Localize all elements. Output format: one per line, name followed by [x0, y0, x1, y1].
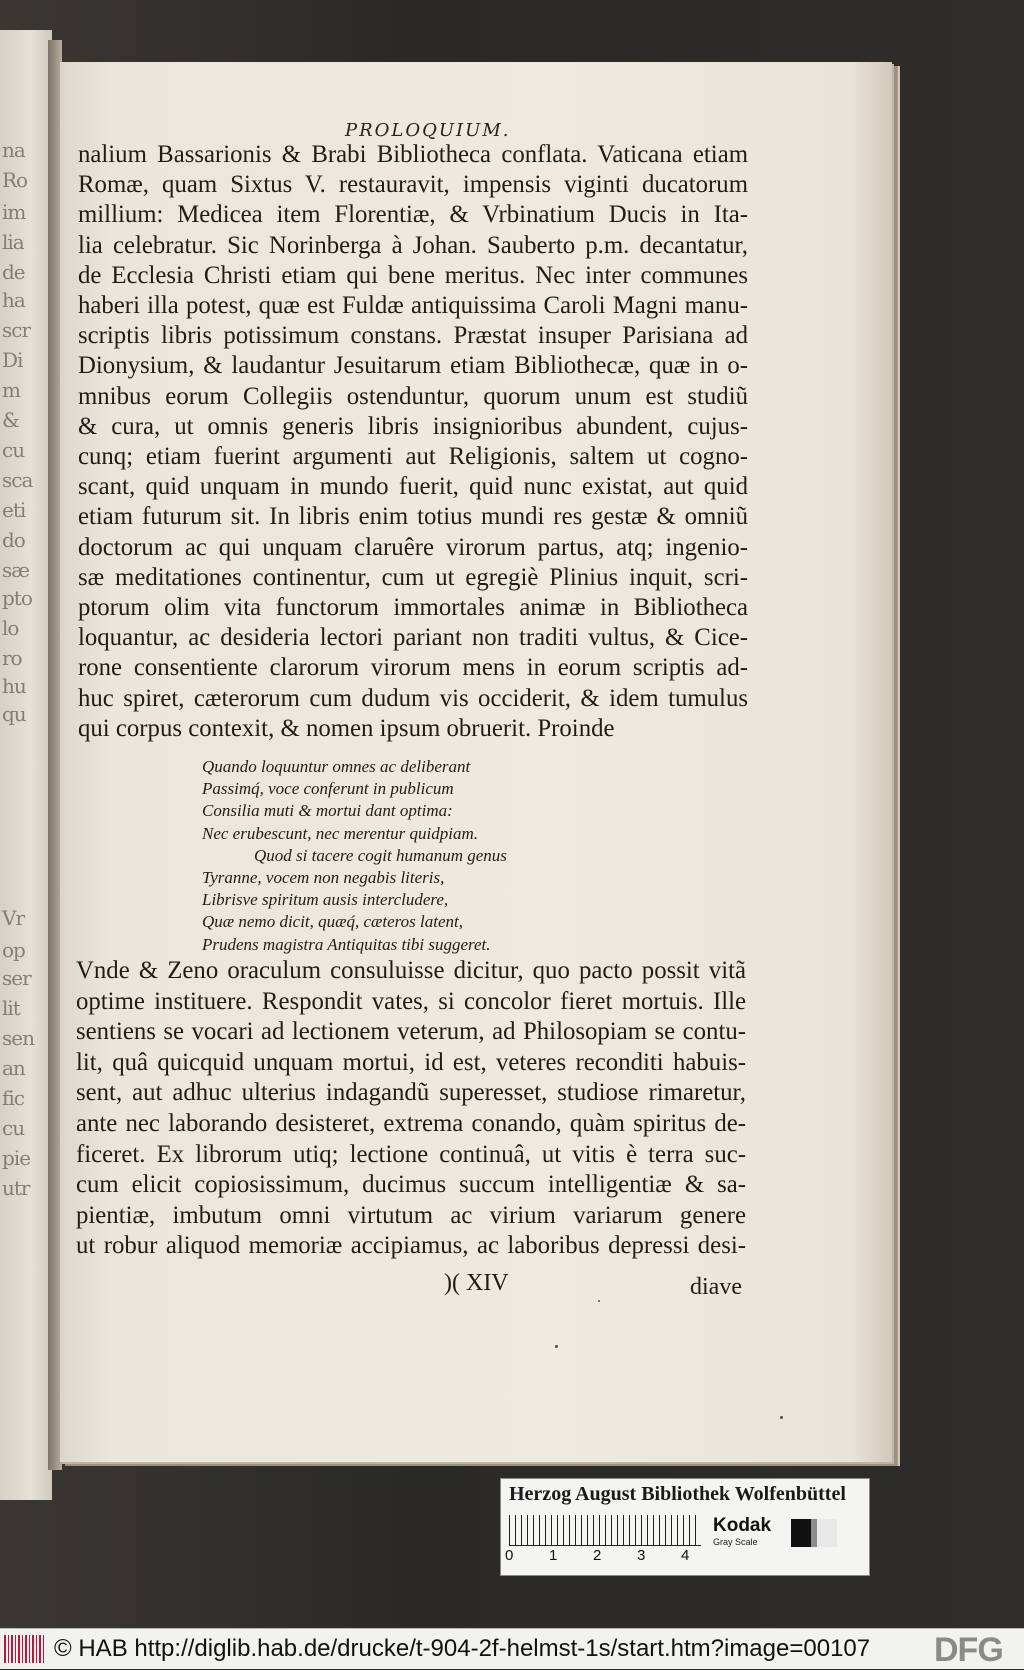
- ruler-number: 4: [681, 1547, 690, 1564]
- facing-page-text-fragment: hu: [2, 674, 26, 698]
- text-line: etiam futurum sit. In libris enim totius mundi res gestæ & omniũ: [78, 503, 748, 531]
- text-line: pientiæ, imbutum omni virtutum ac virium variarum genere: [76, 1201, 746, 1229]
- facing-page-text-fragment: sca: [2, 468, 33, 492]
- facing-page-text-fragment: qu: [2, 702, 26, 726]
- facing-page-text-fragment: m: [2, 378, 20, 402]
- gray-patch-light: [817, 1519, 837, 1547]
- facing-page-text-fragment: Di: [2, 348, 23, 372]
- text-line: lit, quâ quicquid unquam mortui, id est, veteres reconditi habuis-: [76, 1048, 746, 1076]
- facing-page-text-fragment: scr: [2, 318, 31, 342]
- facing-page-text-fragment: pie: [2, 1146, 31, 1170]
- facing-page-text-fragment: Vr: [2, 906, 25, 930]
- facing-page-edge: [0, 30, 52, 1500]
- facing-page-text-fragment: pto: [2, 586, 32, 610]
- verse-line: Quando loquuntur omnes ac deliberant: [202, 757, 471, 776]
- verse-line: Quod si tacere cogit humanum genus: [254, 845, 507, 865]
- catchword: diave: [690, 1274, 742, 1300]
- verse-line: Nec erubescunt, nec merentur quidpiam.: [202, 823, 479, 843]
- verse-line: Quæ nemo dicit, quæq́, cæteros latent,: [202, 912, 463, 932]
- text-line: nalium Bassarionis & Brabi Bibliotheca conflata. Vaticana etiam: [78, 141, 748, 168]
- text-line: cum elicit copiosissimum, ducimus succum intelligentiæ & sa-: [76, 1171, 746, 1199]
- facing-page-text-fragment: sen: [2, 1026, 34, 1050]
- facing-page-text-fragment: lo: [2, 616, 19, 640]
- text-line: loquantur, ac desideria lectori pariant non traditi vultus, & Cice-: [78, 624, 748, 652]
- measurement-ruler: [509, 1515, 701, 1546]
- footer-url[interactable]: © HAB http://diglib.hab.de/drucke/t-904-2f-helmst-1s/start.htm?image=00107: [54, 1635, 871, 1662]
- dfg-logo: DFG: [934, 1631, 1003, 1669]
- running-header: PROLOQUIUM.: [345, 120, 511, 141]
- institution-label: Herzog August Bibliothek Wolfenbüttel: [509, 1483, 846, 1505]
- facing-page-text-fragment: sæ: [2, 558, 30, 582]
- facing-page-text-fragment: do: [2, 528, 25, 552]
- facing-page-text-fragment: op: [2, 938, 25, 962]
- facing-page-text-fragment: lia: [2, 230, 24, 254]
- ruler-number: 2: [593, 1547, 602, 1564]
- facing-page-text-fragment: an: [2, 1056, 25, 1080]
- color-calibration-card: [500, 1478, 870, 1576]
- text-line: de Ecclesia Christi etiam qui bene meritus. Nec inter communes: [78, 261, 748, 289]
- verse-line: Tyranne, vocem non negabis literis,: [202, 868, 445, 888]
- verse-block: [202, 756, 762, 956]
- page-fore-edge: [892, 66, 900, 1466]
- hab-barcode-icon: [4, 1635, 44, 1663]
- facing-page-text-fragment: ser: [2, 966, 31, 990]
- signature-mark: )( XIV: [444, 1270, 509, 1296]
- verse-line: Prudens magistra Antiquitas tibi suggeret.: [202, 934, 491, 954]
- text-line: ptorum olim vita functorum immortales animæ in Bibliotheca: [78, 594, 748, 622]
- facing-page-text-fragment: eti: [2, 498, 26, 522]
- facing-page-text-fragment: Ro: [2, 168, 28, 192]
- text-line: optime instituere. Respondit vates, si concolor fieret mortuis. Ille: [76, 987, 746, 1015]
- facing-page-text-fragment: ro: [2, 646, 22, 670]
- verse-line: Librisve spiritum ausis intercludere,: [202, 890, 449, 910]
- ruler-number: 0: [505, 1547, 514, 1564]
- verse-line: Passimq́, voce conferunt in publicum: [202, 779, 454, 799]
- text-line: & cura, ut omnis generis libris insignioribus abundent, cujus-: [78, 412, 748, 440]
- text-line: ficeret. Ex librorum utiq; lectione continuâ, ut vitis è terra suc-: [76, 1140, 746, 1168]
- facing-page-text-fragment: de: [2, 260, 25, 284]
- ruler-number: 1: [549, 1547, 558, 1564]
- text-line: Romæ, quam Sixtus V. restauravit, impensis viginti ducatorum: [78, 171, 748, 199]
- ruler-number: 3: [637, 1547, 646, 1564]
- facing-page-text-fragment: fic: [2, 1086, 24, 1110]
- text-line: ante nec laborando desisteret, extrema conando, quàm spiritus de-: [76, 1109, 746, 1137]
- kodak-logo: Kodak: [713, 1515, 772, 1536]
- verse-line: Consilia muti & mortui dant optima:: [202, 801, 453, 821]
- text-line: scriptis libris potissimum constans. Præstat insuper Parisiana ad: [78, 322, 748, 350]
- viewer-footer: [0, 1628, 1024, 1669]
- text-line: Dionysium, & laudantur Jesuitarum etiam Bibliothecæ, quæ in o-: [78, 352, 748, 380]
- text-line: sent, aut adhuc ulterius indagandũ superesset, studiose rimaretur,: [76, 1079, 746, 1107]
- paper-speck: [598, 1300, 600, 1302]
- text-line: lia celebratur. Sic Norinberga à Johan. Sauberto p.m. decantatur,: [78, 231, 748, 259]
- facing-page-text-fragment: im: [2, 200, 26, 224]
- text-line: cunq; etiam fuerint argumenti aut Religionis, saltem ut cogno-: [78, 443, 748, 471]
- text-line: scant, quid unquam in mundo fuerit, quid nunc existat, aut quid: [78, 473, 748, 501]
- body-text-top: [78, 140, 748, 744]
- gray-scale-label: Gray Scale: [713, 1537, 758, 1547]
- text-line: Vnde & Zeno oraculum consuluisse dicitur, quo pacto possit vitã: [76, 957, 746, 984]
- text-line: haberi illa potest, quæ est Fuldæ antiquissima Caroli Magni manu-: [78, 292, 748, 320]
- facing-page-text-fragment: lit: [2, 996, 20, 1020]
- text-line: sæ meditationes continentur, cum ut egregiè Plinius inquit, scri-: [78, 563, 748, 591]
- text-line: sentiens se vocari ad lectionem veterum, ad Philosopiam se contu-: [76, 1018, 746, 1046]
- text-line: mnibus eorum Collegiis ostenduntur, quorum unum est studiũ: [78, 382, 748, 410]
- text-line: qui corpus contexit, & nomen ipsum obruerit. Proinde: [78, 714, 615, 742]
- facing-page-text-fragment: &: [2, 408, 19, 432]
- gray-patch-dark: [791, 1519, 811, 1547]
- facing-page-text-fragment: utr: [2, 1176, 30, 1200]
- text-line: doctorum ac qui unquam claruêre virorum partus, atq; ingenio-: [78, 533, 748, 561]
- text-line: ut robur aliquod memoriæ accipiamus, ac laboribus depressi desi-: [76, 1232, 746, 1260]
- text-line: rone consentiente clarorum virorum mens in eorum scriptis ad-: [78, 654, 748, 682]
- facing-page-text-fragment: cu: [2, 1116, 25, 1140]
- facing-page-text-fragment: na: [2, 138, 25, 162]
- facing-page-text-fragment: ha: [2, 288, 25, 312]
- text-line: millium: Medicea item Florentiæ, & Vrbinatium Ducis in Ita-: [78, 201, 748, 229]
- text-line: huc spiret, cæterorum cum dudum vis occiderit, & idem tumulus: [78, 684, 748, 712]
- facing-page-text-fragment: cu: [2, 438, 25, 462]
- body-text-bottom: [76, 956, 746, 1262]
- paper-speck: [780, 1416, 783, 1419]
- paper-speck: [555, 1345, 558, 1348]
